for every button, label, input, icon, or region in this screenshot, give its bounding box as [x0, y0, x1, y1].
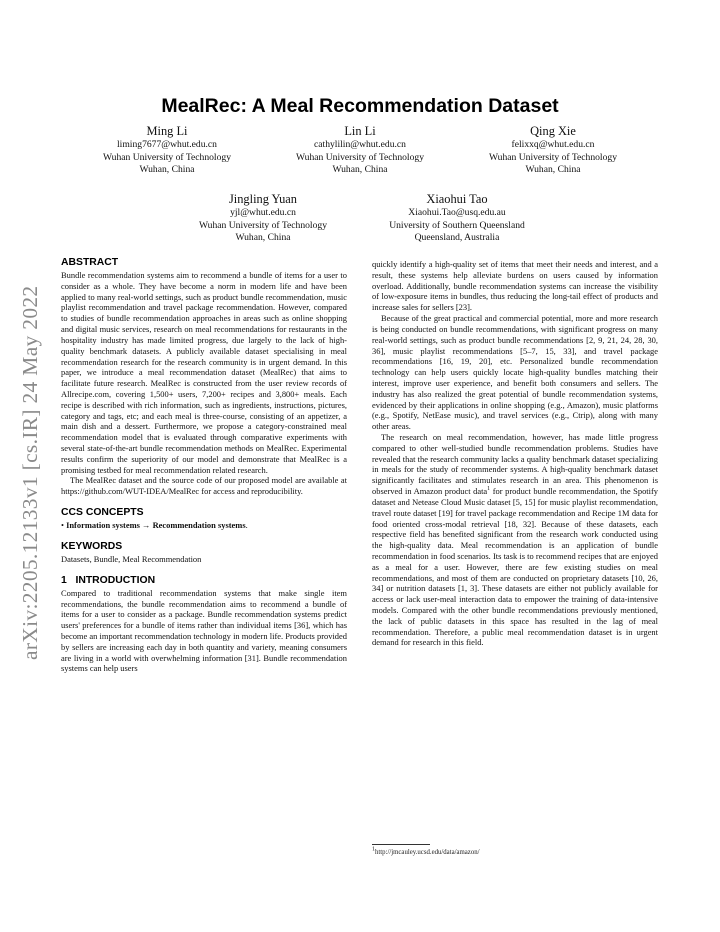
author-location: Wuhan, China [332, 164, 388, 176]
author-affiliation: Wuhan University of Technology [296, 151, 424, 163]
intro-paragraph-bundle-research: Because of the great practical and commercial potential, more and more research is being conducted on bundle recommendations, with significant progress on many real-world settings, such as product bundle recommendations [2, 9, 21, 24, 28, 30, 36], music playlist recommendations [5–7, 15, 33], and travel package recommendations [16, 19, 20], etc. Personalized bundle recommendation technology can help users quickly locate high-quality bundles matching their interest, improve user experience, and benefit both consumers and sellers. The industry has also realized the great potential of bundle recommendation systems, evidenced by their applications in online shopping (e.g., Amazon), music platforms (e.g., Spotify, NetEase music), and travel services (e.g., Ctrip), along with many other areas. [372, 313, 658, 432]
author-email[interactable]: felixxq@whut.edu.cn [511, 139, 595, 150]
author-name: Xiaohui Tao [426, 192, 488, 206]
paper-title: MealRec: A Meal Recommendation Dataset [161, 95, 559, 117]
author-name: Jingling Yuan [228, 192, 298, 206]
arxiv-identifier-stamp: arXiv:2205.12133v1 [cs.IR] 24 May 2022 [18, 285, 42, 660]
keywords-heading: KEYWORDS [61, 540, 123, 552]
meal-research-text-a: The research on meal recommendation, however, has made little progress compared to other well-studied bundle recommendation problems. Studies have revealed that the research community lacks a quality benchmark dataset specializing in meals for the study of recommender systems. A high-quality benchmark dataset significantly facilitates and stimulates research in an area. This phenomenon is observed in Amazon product data [372, 432, 658, 497]
author-block [67, 124, 267, 177]
author-affiliation: Wuhan University of Technology [199, 219, 327, 231]
author-location: Queensland, Australia [414, 232, 500, 244]
footnote [372, 846, 480, 856]
author-name: Ming Li [146, 124, 188, 138]
author-location: Wuhan, China [235, 232, 291, 244]
author-email[interactable]: cathylilin@whut.edu.cn [314, 139, 406, 150]
abstract-heading: ABSTRACT [61, 257, 119, 268]
left-column [61, 256, 347, 674]
author-affiliation: University of Southern Queensland [389, 219, 525, 231]
footnote-url[interactable]: http://jmcauley.ucsd.edu/data/amazon/ [375, 849, 480, 856]
ccs-bullet: • [61, 520, 67, 531]
author-email[interactable]: yjl@whut.edu.cn [230, 207, 296, 218]
introduction-heading: 1 INTRODUCTION [61, 574, 156, 586]
author-block [453, 124, 653, 177]
footnote-mark: 1 [372, 846, 375, 853]
author-affiliation: Wuhan University of Technology [103, 151, 231, 163]
right-column [372, 259, 658, 648]
ccs-period: . [245, 520, 248, 531]
abstract-availability-paragraph: The MealRec dataset and the source code of our proposed model are available at https://github.com/WUT-IDEA/MealRec for access and reproducibility. [61, 475, 347, 497]
ccs-concepts-heading: CCS CONCEPTS [61, 507, 144, 519]
footnote-rule [372, 844, 430, 845]
author-email[interactable]: Xiaohui.Tao@usq.edu.au [408, 207, 506, 218]
author-email[interactable]: liming7677@whut.edu.cn [117, 139, 217, 150]
meal-research-text-b: for product bundle recommendation, the Spotify dataset and Netease Cloud Music dataset [5, 15] for music playlist recommendation, travel route dataset [19] for travel package recommendation and Recipe 1M data for food oriented cross-modal retrieval [18, 32]. Because of these datasets, each respective field has benefited significant from the research work conducted using the high-quality data. Meal recommendation is an application of bundle recommendation in food scenarios. Its task is to recommend recipes that are enjoyed as a meal for a user. However, there are few existing studies on meal recommendations, and most of them are conducted on proprietary datasets [10, 26, 34] or nutrition datasets [1, 3]. These datasets are either not publicly available for access or lack user-meal interaction data to empower the training of data-intensive models. Compared with the other bundle recommendations previously mentioned, the lack of public datasets in this space has resulted in the lag of meal recommendation. Therefore, a public meal recommendation dataset is in urgent demand for research in this field. [372, 486, 659, 648]
ccs-arrow: → [139, 520, 153, 531]
ccs-concepts-line [61, 520, 347, 531]
author-block [163, 192, 363, 245]
abstract-paragraph: Bundle recommendation systems aim to recommend a bundle of items for a user to consider as a whole. They have become a norm in modern life and have been applied to many real-world settings, such as product bundle recommendation, music playlist recommendation and travel package recommendation. However, compared to studies of bundle recommendation approaches in areas such as online shopping and digital music services, research on meal recommendations for restaurants in the hospitality industry has made limited progress, due largely to the lack of high-quality benchmark datasets. A publicly available dataset specialising in meal recommendation research for the research community is in urgent demand. In this paper, we introduce a meal recommendation dataset (MealRec) that aims to facilitate future research. MealRec is constructed from the user review records of Allrecipe.com, covering 1,500+ users, 7,200+ recipes and 3,800+ meals. Each recipe is described with rich information, such as ingredients, instructions, pictures, category and tags, etc; and each meal is three-course, consisting of an appetizer, a main dish and a dessert. Furthermore, we propose a category-constrained meal recommendation model that is evaluated through comparative experiments with several state-of-the-art bundle recommendation methods on MealRec. Experimental results confirm the superiority of our model and demonstrate that MealRec is a promising testbed for meal recommendation related research. [61, 270, 347, 475]
ccs-concept: Information systems [66, 520, 140, 531]
author-location: Wuhan, China [139, 164, 195, 176]
intro-continuation-paragraph: quickly identify a high-quality set of items that meet their needs and interest, and a result, these systems help alleviate burdens on users caused by information overload. Additionally, bundle recommendation systems can increase the visibility of low-exposure items in bundles, thus reducing the long-tail effect of products and increase sales for sellers [23]. [372, 259, 658, 313]
author-block [260, 124, 460, 177]
author-location: Wuhan, China [525, 164, 581, 176]
footnote-ref[interactable]: 1 [487, 486, 491, 493]
author-name: Lin Li [344, 124, 376, 138]
ccs-subconcept: Recommendation systems [152, 520, 246, 531]
keywords-text: Datasets, Bundle, Meal Recommendation [61, 553, 202, 564]
introduction-paragraph: Compared to traditional recommendation systems that make single item recommendations, the bundle recommendation aims to recommend a bundle of items for a user to consider as a package. Bundle recommendation systems predict users' preferences for a bundle of items rather than individual items [36], which has become an important recommendation technology in modern life. Products provided by sellers are increasing each day in both quantity and variety, meaning consumers are living in a world with overwhelming information [31]. Bundle recommendation systems can help users [61, 587, 347, 674]
author-affiliation: Wuhan University of Technology [489, 151, 617, 163]
intro-paragraph-meal-research [372, 432, 658, 648]
author-name: Qing Xie [530, 124, 576, 138]
author-block [357, 192, 557, 245]
